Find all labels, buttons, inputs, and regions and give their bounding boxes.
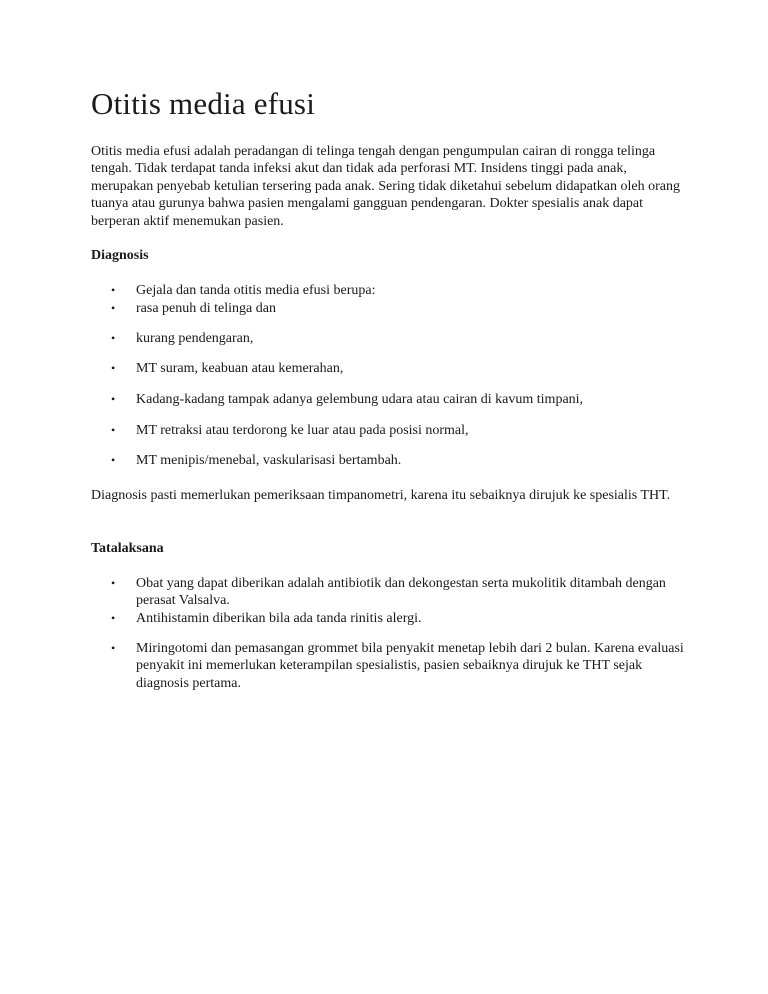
list-item bbox=[91, 282, 691, 299]
list-item-text: rasa penuh di telinga dan bbox=[136, 301, 276, 316]
list-item bbox=[91, 330, 691, 347]
diagnosis-heading: Diagnosis bbox=[91, 248, 149, 263]
bullet-icon: • bbox=[111, 283, 116, 297]
list-item bbox=[91, 610, 691, 627]
bullet-icon: • bbox=[111, 641, 116, 655]
list-item bbox=[91, 640, 691, 692]
bullet-icon: • bbox=[111, 423, 116, 437]
list-item-text: MT retraksi atau terdorong ke luar atau pada posisi normal, bbox=[136, 423, 469, 438]
tatalaksana-heading: Tatalaksana bbox=[91, 541, 164, 556]
document-title: Otitis media efusi bbox=[91, 86, 316, 121]
bullet-icon: • bbox=[111, 392, 116, 406]
bullet-icon: • bbox=[111, 331, 116, 345]
list-item bbox=[91, 575, 691, 610]
list-item-text: MT menipis/menebal, vaskularisasi bertambah. bbox=[136, 453, 402, 468]
list-item bbox=[91, 452, 691, 469]
list-item-text: Obat yang dapat diberikan adalah antibiotik dan dekongestan serta mukolitik ditambah dengan perasat Valsalva. bbox=[136, 576, 666, 609]
bullet-icon: • bbox=[111, 361, 116, 375]
list-item-text: Antihistamin diberikan bila ada tanda rinitis alergi. bbox=[136, 611, 422, 626]
intro-paragraph: Otitis media efusi adalah peradangan di telinga tengah dengan pengumpulan cairan di rongga telinga tengah. Tidak terdapat tanda infeksi akut dan tidak ada perforasi MT. Insidens tinggi pada anak, merupakan penyebab ketulian tersering pada anak. Sering tidak diketahui sebelum didapatkan oleh orang tuanya atau gurunya bahwa pasien mengalami gangguan pendengaran. Dokter spesialis anak dapat berperan aktif menemukan pasien. bbox=[91, 144, 680, 229]
list-item bbox=[91, 300, 691, 317]
list-item bbox=[91, 360, 691, 377]
bullet-icon: • bbox=[111, 453, 116, 467]
list-item-text: Gejala dan tanda otitis media efusi berupa: bbox=[136, 283, 376, 298]
diagnosis-conclusion-paragraph: Diagnosis pasti memerlukan pemeriksaan timpanometri, karena itu sebaiknya dirujuk ke spesialis THT. bbox=[91, 488, 671, 503]
list-item bbox=[91, 391, 691, 408]
list-item-text: Miringotomi dan pemasangan grommet bila penyakit menetap lebih dari 2 bulan. Karena evaluasi penyakit ini memerlukan keterampilan spesialistis, pasien sebaiknya dirujuk ke THT sejak diagnosis pertama. bbox=[136, 641, 684, 691]
bullet-icon: • bbox=[111, 576, 116, 590]
list-item-text: kurang pendengaran, bbox=[136, 331, 254, 346]
bullet-icon: • bbox=[111, 301, 116, 315]
list-item-text: MT suram, keabuan atau kemerahan, bbox=[136, 361, 344, 376]
bullet-icon: • bbox=[111, 611, 116, 625]
list-item-text: Kadang-kadang tampak adanya gelembung udara atau cairan di kavum timpani, bbox=[136, 392, 584, 407]
list-item bbox=[91, 422, 691, 439]
